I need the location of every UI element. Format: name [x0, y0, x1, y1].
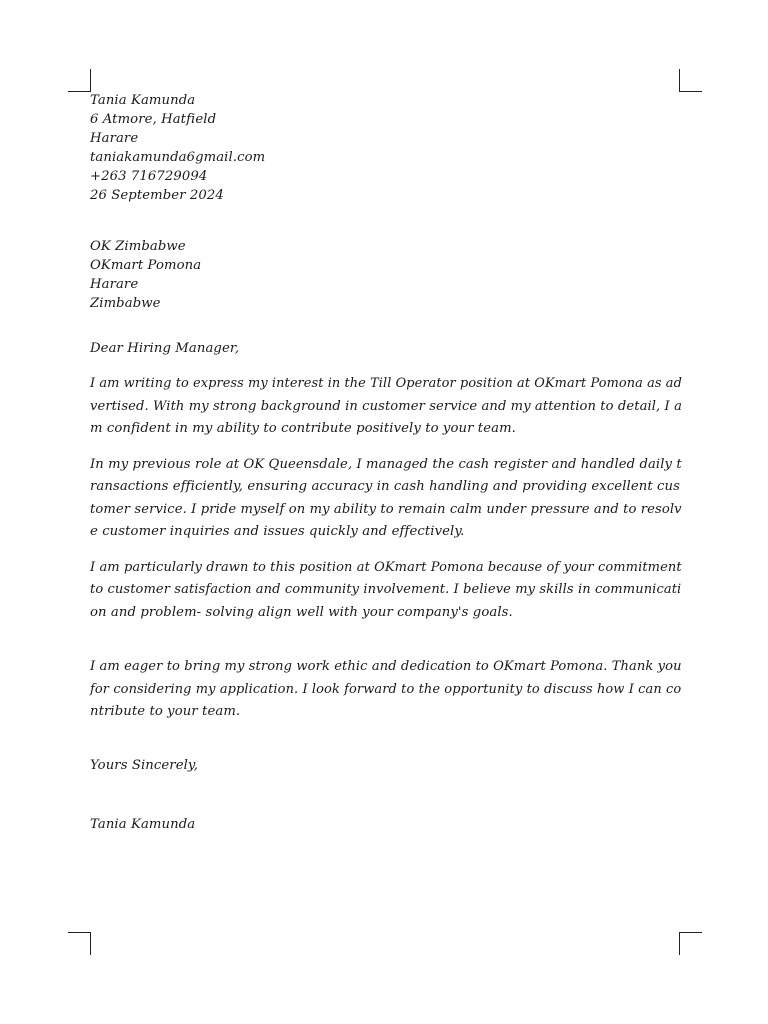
paragraph-line: vertised. With my strong background in customer service and my attention to detail, I a	[90, 398, 682, 414]
recipient-branch: OKmart Pomona	[90, 258, 202, 273]
recipient-company: OK Zimbabwe	[90, 239, 186, 254]
body-paragraph-1	[90, 373, 680, 441]
cover-letter	[90, 91, 680, 834]
paragraph-line: tomer service. I pride myself on my ability to remain calm under pressure and to resolv	[90, 501, 682, 517]
paragraph-line: m confident in my ability to contribute positively to your team.	[90, 421, 516, 436]
paragraph-line: on and problem- solving align well with your company's goals.	[90, 604, 513, 620]
paragraph-line: ransactions efficiently, ensuring accuracy in cash handling and providing excellent cus	[90, 479, 680, 494]
crop-mark-bottom-left	[68, 932, 91, 955]
body-paragraph-3	[90, 557, 680, 625]
paragraph-line: I am eager to bring my strong work ethic and dedication to OKmart Pomona. Thank you	[90, 659, 682, 674]
sender-street: 6 Atmore, Hatfield	[90, 112, 217, 127]
paragraph-line: e customer inquiries and issues quickly and effectively.	[90, 524, 465, 539]
closing: Yours Sincerely,	[90, 757, 199, 773]
salutation: Dear Hiring Manager,	[90, 341, 240, 356]
body-paragraph-2	[90, 454, 680, 544]
paragraph-line: I am particularly drawn to this position at OKmart Pomona because of your commitment	[90, 559, 682, 575]
crop-mark-top-left	[68, 69, 91, 92]
crop-mark-top-right	[679, 69, 702, 92]
sender-city: Harare	[90, 131, 139, 146]
paragraph-line: for considering my application. I look forward to the opportunity to discuss how I can co	[90, 681, 682, 697]
recipient-city: Harare	[90, 277, 139, 292]
crop-mark-bottom-right	[679, 932, 702, 955]
body-paragraph-4	[90, 656, 680, 724]
recipient-address	[90, 237, 680, 313]
recipient-country: Zimbabwe	[90, 296, 161, 311]
sender-address	[90, 91, 680, 205]
paragraph-line: to customer satisfaction and community involvement. I believe my skills in communicati	[90, 582, 682, 597]
signature-name: Tania Kamunda	[90, 816, 196, 832]
sender-email: taniakamunda6gmail.com	[90, 150, 266, 165]
sender-name: Tania Kamunda	[90, 93, 196, 108]
paragraph-line: ntribute to your team.	[90, 704, 241, 719]
sender-phone: +263 716729094	[90, 169, 208, 184]
paragraph-line: In my previous role at OK Queensdale, I managed the cash register and handled daily t	[90, 456, 682, 472]
paragraph-line: I am writing to express my interest in the Till Operator position at OKmart Pomona as ad	[90, 376, 682, 391]
letter-date: 26 September 2024	[90, 188, 224, 203]
